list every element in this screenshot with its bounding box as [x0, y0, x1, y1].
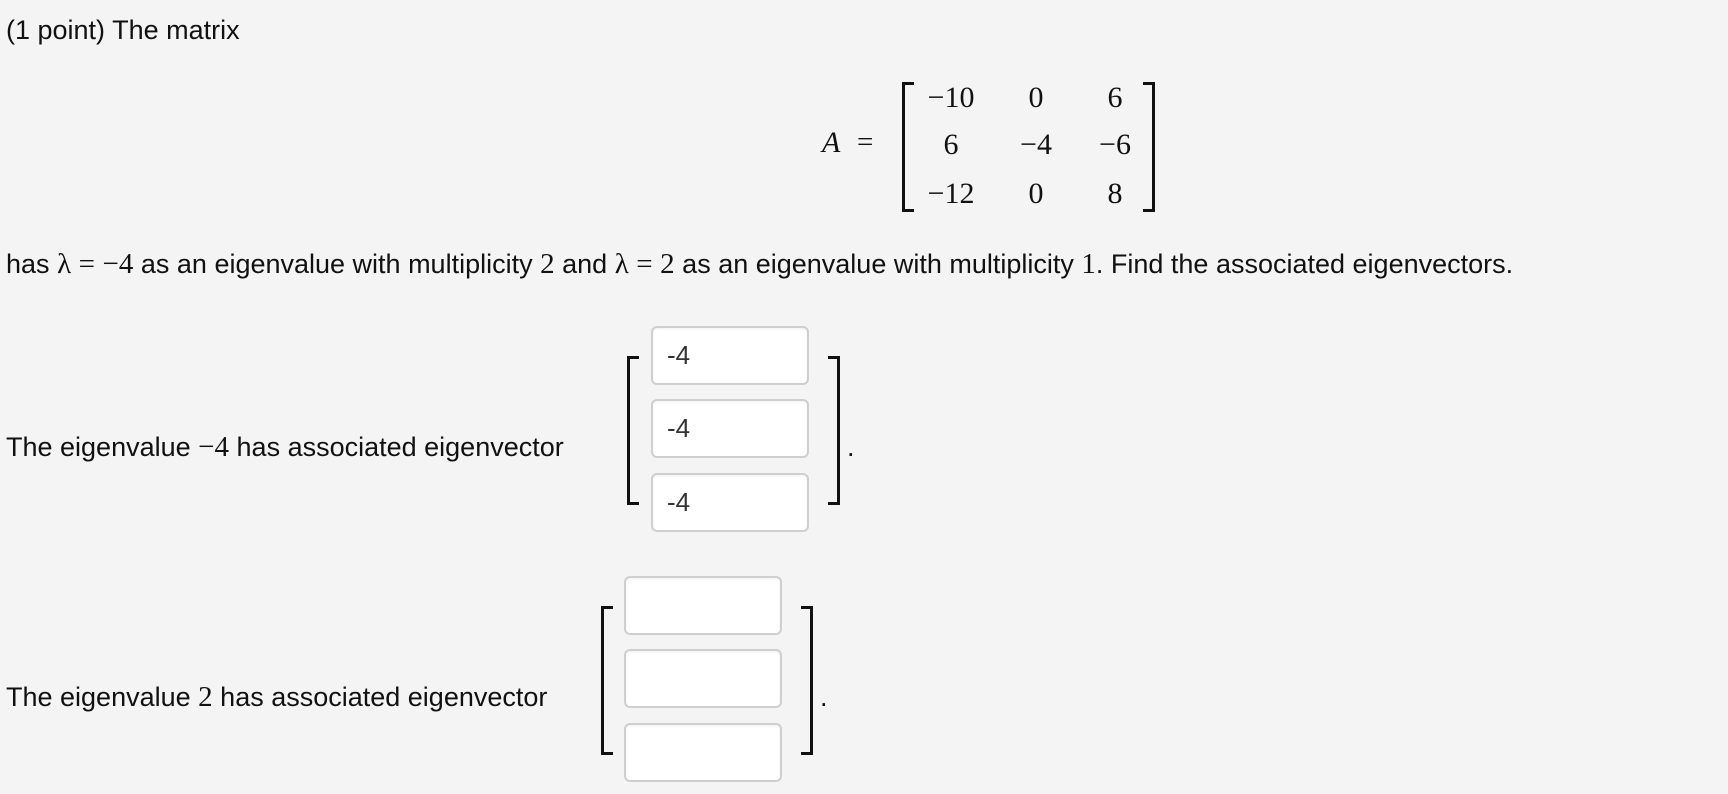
statement-text: as an eigenvalue with multiplicity	[682, 249, 1074, 279]
q2-right-bracket	[801, 606, 813, 755]
matrix-cell: 8	[1107, 177, 1123, 210]
q1-left-bracket	[627, 356, 639, 505]
points-label: (1 point)	[6, 15, 106, 45]
q2-vector-input-2[interactable]	[624, 649, 782, 708]
q2-left-bracket	[601, 606, 613, 755]
matrix-cell: 0	[1028, 177, 1044, 210]
matrix-cell: −12	[927, 177, 975, 210]
intro-text: The matrix	[112, 15, 240, 45]
q2-suffix: has associated eigenvector	[220, 682, 548, 712]
q1-vector-input-1[interactable]	[651, 326, 809, 385]
q1-vector-input-2[interactable]	[651, 399, 809, 458]
q1-period: .	[847, 432, 855, 462]
matrix-cell: 6	[1107, 81, 1123, 114]
q1-right-bracket	[828, 356, 840, 505]
q1-vector-input-3[interactable]	[651, 473, 809, 532]
problem-intro	[6, 14, 240, 46]
q2-vector-input-3[interactable]	[624, 723, 782, 782]
equals-sign: =	[636, 248, 653, 280]
matrix-cell: −4	[1020, 128, 1052, 161]
q1-prefix: The eigenvalue	[6, 432, 191, 462]
eigenvalue-1: −4	[102, 248, 134, 280]
lambda-symbol: λ	[57, 248, 72, 280]
matrix-cell: −6	[1099, 128, 1131, 161]
statement-text: as an eigenvalue with multiplicity	[140, 249, 533, 279]
matrix-equals: =	[857, 126, 874, 158]
q1-suffix: has associated eigenvector	[236, 432, 564, 462]
q2-period: .	[820, 682, 828, 712]
q1-eigenvalue: −4	[198, 431, 230, 463]
matrix-cell: −10	[927, 81, 975, 114]
q2-prefix: The eigenvalue	[6, 682, 191, 712]
matrix-cell: 6	[943, 128, 959, 161]
eigenvalue-2: 2	[660, 248, 675, 280]
multiplicity-1: 2	[540, 248, 555, 280]
q1-label	[6, 431, 564, 463]
matrix-name: A	[822, 126, 841, 159]
eigenvalue-statement	[6, 248, 1513, 280]
multiplicity-2: 1	[1081, 248, 1096, 280]
equals-sign: =	[78, 248, 95, 280]
statement-text: has	[6, 249, 50, 279]
matrix-cell: 0	[1028, 81, 1044, 114]
statement-text: . Find the associated eigenvectors.	[1095, 249, 1514, 279]
lambda-symbol: λ	[614, 248, 629, 280]
statement-text: and	[562, 249, 608, 279]
q2-eigenvalue: 2	[198, 681, 213, 713]
q2-label	[6, 681, 547, 713]
q2-vector-input-1[interactable]	[624, 576, 782, 635]
